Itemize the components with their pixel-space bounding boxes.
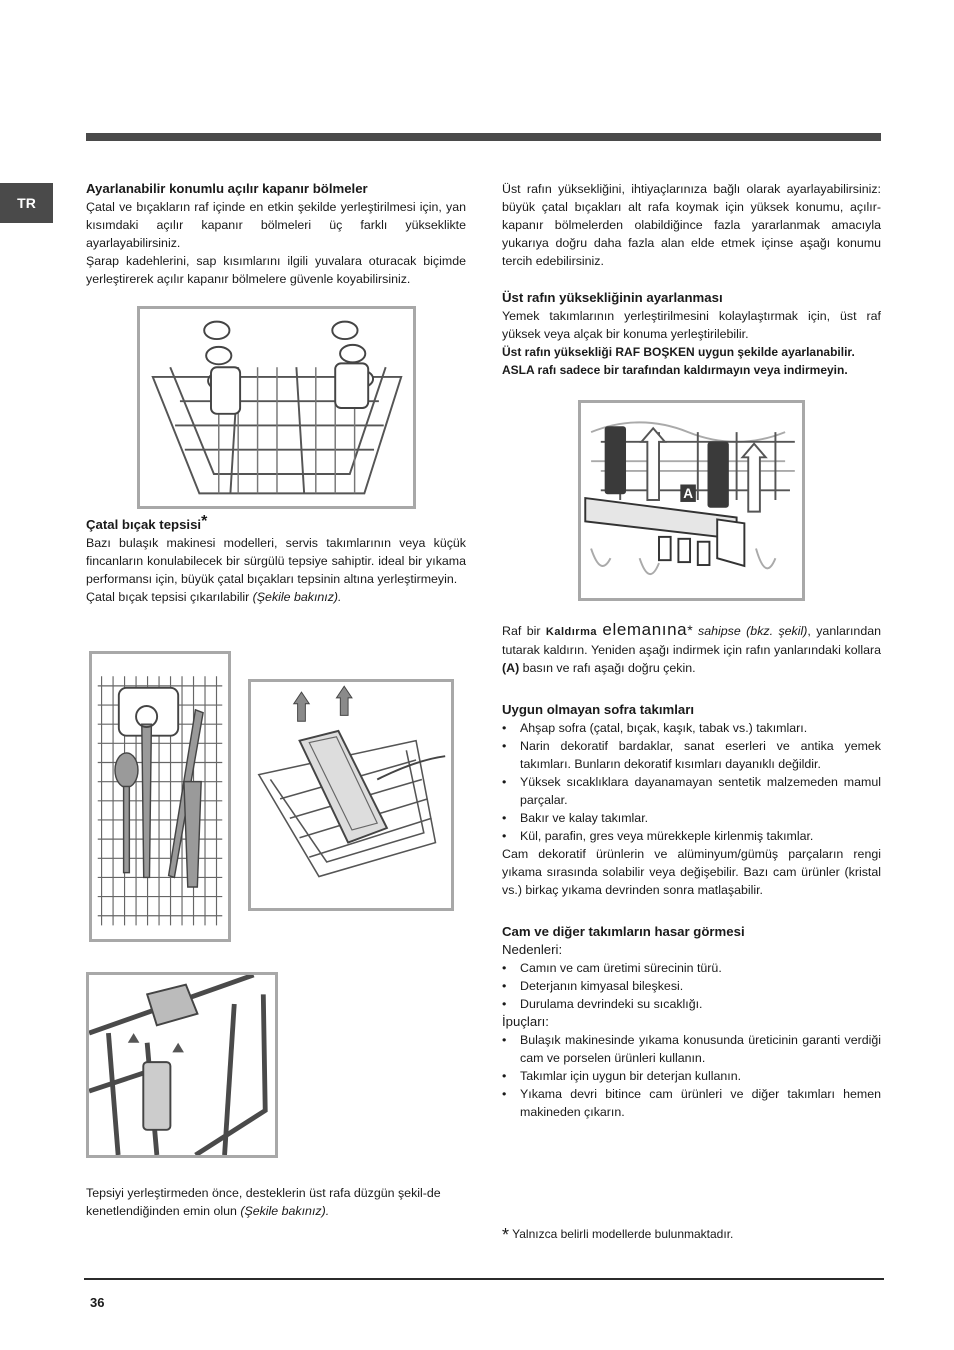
paragraph: Çatal bıçak tepsisi çıkarılabilir [86, 590, 253, 604]
figure-reference: (Şekile bakınız). [240, 1204, 330, 1218]
upper-rack-figure [137, 306, 416, 509]
list-item: • Yüksek sıcaklıklara dayanamayan sentetik malzemeden mamul parçalar. [502, 773, 881, 809]
section-unsuitable-items [502, 701, 881, 899]
page-number: 36 [90, 1295, 105, 1310]
text: , yanlarından tutarak kaldırın. Yeniden aşağı indirmek için rafın yanlarındaki kollara [502, 624, 881, 657]
header-bar [86, 133, 881, 141]
rack-lift-figure [578, 400, 805, 601]
list-item: • Yıkama devri bitince cam ürünleri ve diğer takımları hemen makineden çıkarın. [502, 1085, 881, 1121]
section-title: Üst rafın yüksekliğinin ayarlanması [502, 290, 723, 305]
warning-text: Üst rafın yüksekliği RAF BOŞKEN uygun şekilde ayarlanabilir. [502, 345, 855, 359]
paragraph: Yemek takımlarının yerleştirilmesini kolaylaştırmak için, üst raf yüksek veya alçak bir konuma yerleştirilebilir. [502, 309, 881, 341]
paragraph: Tepsiyi yerleştirmeden önce, desteklerin üst rafa düzgün şekil-de kenetlendiğinden emin olun [86, 1186, 441, 1218]
list-item: • Narin dekoratif bardaklar, sanat eserleri ve antika yemek takımları. Bunların dekoratif kısımları dayanıklı değildir. [502, 737, 881, 773]
list-item: • Camın ve cam üretimi sürecinin türü. [502, 959, 881, 977]
text: elemanına [602, 620, 688, 639]
language-tab: TR [0, 183, 53, 223]
footer-rule [84, 1278, 884, 1280]
text: (A) [502, 661, 520, 675]
list-item: • Takımlar için uygun bir deterjan kullanın. [502, 1067, 881, 1085]
section-title: Uygun olmayan sofra takımları [502, 702, 695, 717]
section-glass-damage [502, 923, 881, 1121]
section-rack-height-adjust [502, 289, 881, 379]
section-title: Ayarlanabilir konumlu açılır kapanır bölmeler [86, 181, 368, 196]
footnote [502, 1225, 881, 1244]
callout-label-a: A [683, 486, 694, 502]
subheading: Nedenleri: [502, 942, 563, 957]
footnote-text: Yalnızca belirli modellerde bulunmaktadır. [509, 1227, 734, 1241]
paragraph: Cam dekoratif ürünlerin ve alüminyum/gümüş parçaların rengi yıkama sırasında solabilir veya değişebilir. Bazı cam ürünler (kristal vs.) birkaç yıkama devrinden sonra matlaşabilir. [502, 847, 881, 897]
list-item: • Deterjanın kimyasal bileşkesi. [502, 977, 881, 995]
figure-reference: sahipse (bkz. şekil) [692, 624, 808, 638]
tray-support-figure [86, 972, 278, 1158]
list-item: • Ahşap sofra (çatal, bıçak, kaşık, tabak vs.) takımları. [502, 719, 881, 737]
subheading: İpuçları: [502, 1014, 549, 1029]
section-foldable-racks [86, 180, 466, 288]
section-title: Cam ve diğer takımların hasar görmesi [502, 924, 745, 939]
list-item: • Kül, parafin, gres veya mürekkeple kirlenmiş takımlar. [502, 827, 881, 845]
list-item: • Bulaşık makinesinde yıkama konusunda üreticinin garanti verdiği cam ve porselen ürünleri kullanın. [502, 1031, 881, 1067]
section-rack-lift-text [502, 621, 881, 677]
paragraph: Çatal ve bıçakların raf içinde en etkin şekilde yerleştirilmesi için, yan kısımdaki açılır kapanır bölmeleri üç farklı yükseklikte ayarlayabilirsiniz. [86, 200, 466, 250]
warning-text: ASLA rafı sadece bir tarafından kaldırmayın veya indirmeyin. [502, 363, 848, 377]
paragraph: Bazı bulaşık makinesi modelleri, servis takımlarının veya küçük fincanların konulabilecek bir sürgülü tepsiye sahiptir. ideal bir yıkama performansı için, büyük çatal bıçakları tepsinin altına yerleştirmeyin. [86, 536, 466, 586]
footnote-marker: * [502, 1225, 510, 1245]
list-item: • Durulama devrindeki su sıcaklığı. [502, 995, 881, 1013]
footnote-marker: * [687, 622, 693, 638]
paragraph: Üst rafın yüksekliğini, ihtiyaçlarınıza bağlı olarak ayarlayabilirsiniz: büyük çatal bıçakları alt rafa koymak için yüksek konumu, açılır-kapanır bölmelerden olabildiğince fazla yararlanmak amacıyla yukarıya doğru daha fazla alan elde etmek içinse aşağı konumu tercih edebilirsiniz. [502, 182, 881, 268]
section-title: Çatal bıçak tepsisi [86, 517, 202, 532]
text: Raf bir [502, 624, 546, 638]
tray-removal-figure [248, 679, 454, 911]
footnote-marker: * [201, 513, 208, 530]
paragraph: Şarap kadehlerini, sap kısımlarını ilgili yuvalara oturacak biçimde yerleştirerek açılır kapanır bölmelere güvenle koyabilirsiniz. [86, 254, 466, 286]
section-cutlery-tray [86, 513, 466, 606]
section-tray-insert-note [86, 1184, 466, 1220]
figure-reference: (Şekile bakınız). [252, 590, 342, 604]
text: Kaldırma [545, 626, 597, 638]
cutlery-tray-figure [89, 651, 231, 942]
section-rack-height-intro [502, 180, 881, 270]
text: basın ve rafı aşağı doğru çekin. [519, 661, 696, 675]
list-item: • Bakır ve kalay takımlar. [502, 809, 881, 827]
